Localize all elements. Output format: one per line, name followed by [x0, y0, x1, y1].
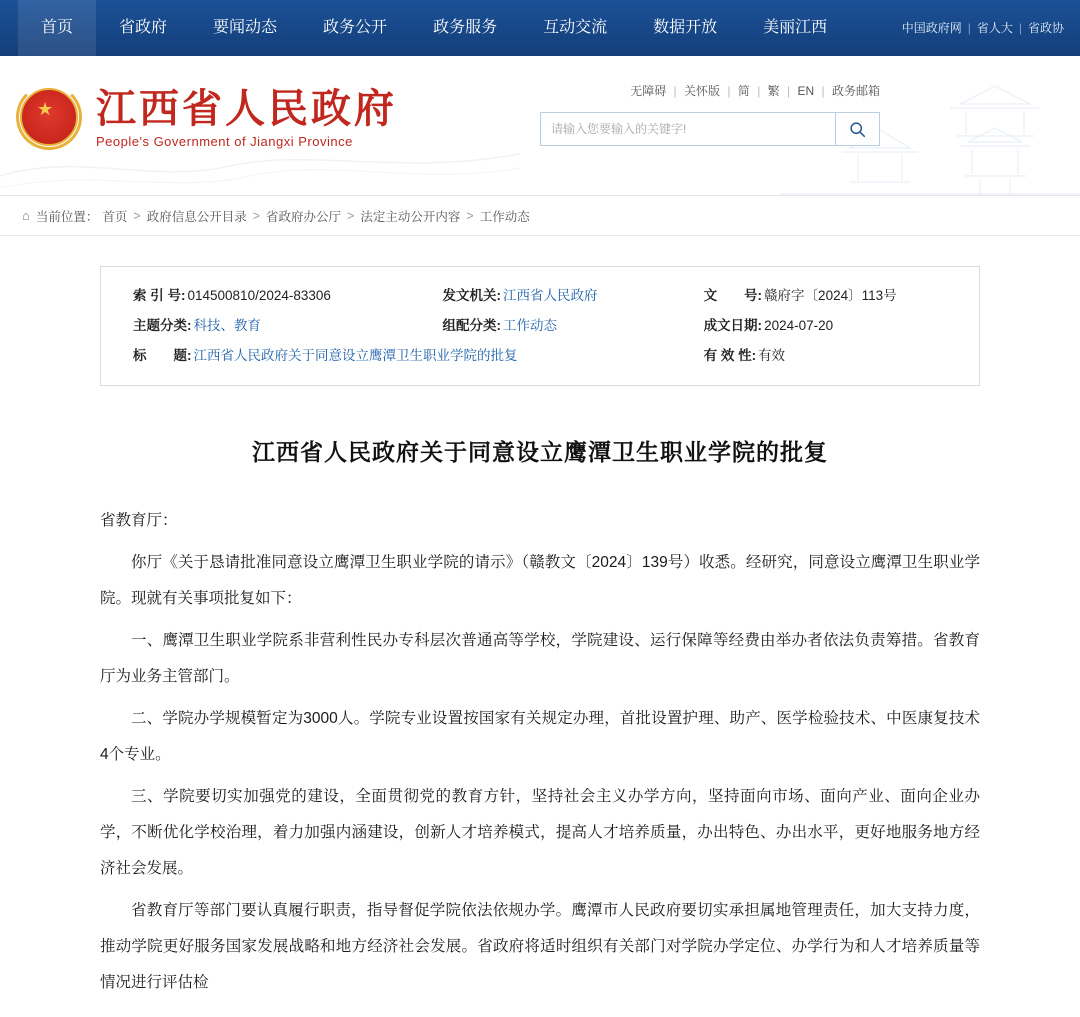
meta-group-category-key: 组配分类:: [442, 318, 501, 333]
nav-item-interaction[interactable]: 互动交流: [543, 19, 608, 36]
meta-issuing-agency-key: 发文机关:: [442, 288, 501, 303]
meta-document-number-value: 赣府字〔2024〕113号: [764, 288, 897, 303]
nav-right-separator-2: |: [1018, 21, 1022, 35]
top-nav-items: [0, 0, 850, 56]
meta-group-category-value[interactable]: 工作动态: [502, 318, 557, 333]
meta-index-number: [133, 281, 442, 311]
document-paragraph-4: 三、学院要切实加强党的建设，全面贯彻党的教育方针，坚持社会主义办学方向，坚持面向市场、面向产业、面向企业办学，不断优化学校治理，着力加强内涵建设，创新人才培养模式，提高人才培养质量，办出特色、办出水平，更好地服务地方经济社会发展。: [100, 788, 980, 877]
nav-item-home[interactable]: 首页: [18, 0, 96, 56]
table-row: [133, 281, 955, 311]
meta-validity-key: 有 效 性:: [703, 348, 757, 363]
meta-index-number-key: 索 引 号:: [133, 288, 186, 303]
meta-topic-category-key: 主题分类:: [133, 318, 192, 333]
nav-item-government-affairs-disclosure[interactable]: 政务公开: [323, 19, 388, 36]
nav-item-provincial-government[interactable]: 省政府: [119, 19, 168, 36]
tool-english[interactable]: EN: [797, 84, 815, 98]
site-title-en: People's Government of Jiangxi Province: [96, 133, 353, 149]
home-icon: ⌂: [22, 208, 30, 223]
tool-simplified-chinese[interactable]: 简: [737, 84, 750, 98]
table-row: [133, 311, 955, 341]
meta-doc-title-key: 标 题:: [133, 348, 192, 363]
link-china-gov[interactable]: 中国政府网: [901, 21, 962, 35]
meta-issue-date-key: 成文日期:: [703, 318, 763, 333]
breadcrumb-item-1[interactable]: 政府信息公开目录: [146, 209, 247, 224]
tools-separator-1: |: [673, 84, 677, 98]
breadcrumb-label: 当前位置：: [35, 209, 99, 224]
meta-issuing-agency-value[interactable]: 江西省人民政府: [502, 288, 598, 303]
search-button[interactable]: [835, 113, 879, 145]
nav-item-beautiful-jiangxi[interactable]: 美丽江西: [763, 19, 828, 36]
document-paragraph-1: 你厅《关于恳请批准同意设立鹰潭卫生职业学院的请示》（赣教文〔2024〕139号）收悉。经研究，同意设立鹰潭卫生职业学院。现就有关事项批复如下：: [100, 554, 980, 607]
meta-topic-category: [133, 311, 442, 341]
meta-validity: [704, 341, 955, 371]
breadcrumb-item-4[interactable]: 工作动态: [479, 209, 530, 224]
top-nav-external-links: [902, 0, 1064, 56]
breadcrumb-separator-3: >: [466, 208, 474, 223]
document-paragraph-3: 二、学院办学规模暂定为3000人。学院专业设置按国家有关规定办理，首批设置护理、助产、医学检验技术、中医康复技术4个专业。: [100, 710, 980, 763]
page-body: [0, 236, 1080, 1017]
meta-doc-title-value[interactable]: 江西省人民政府关于同意设立鹰潭卫生职业学院的批复: [193, 348, 518, 363]
nav-item-news[interactable]: 要闻动态: [213, 19, 278, 36]
meta-issue-date-value: 2024-07-20: [764, 318, 834, 333]
tool-care-version[interactable]: 关怀版: [684, 84, 721, 98]
document-paragraph-5: 省教育厅等部门要认真履行职责，指导督促学院依法依规办学。鹰潭市人民政府要切实承担属地管理责任，加大支持力度，推动学院更好服务国家发展战略和地方经济社会发展。省政府将适时组织有关部门对学院办学定位、办学行为和人才培养质量等情况进行评估检: [100, 902, 980, 991]
top-navigation-bar: [0, 0, 1080, 56]
search-input[interactable]: [541, 113, 835, 145]
breadcrumb-item-3[interactable]: 法定主动公开内容: [360, 209, 461, 224]
site-logo[interactable]: [14, 82, 397, 152]
meta-document-number-key: 文 号:: [703, 288, 763, 303]
breadcrumb-separator-0: >: [133, 208, 141, 223]
meta-document-number: [704, 281, 955, 311]
meta-index-number-value: 014500810/2024-83306: [187, 288, 331, 303]
meta-doc-title: [133, 341, 704, 371]
site-title-cn: 江西省人民政府: [96, 85, 397, 131]
page-title: 江西省人民政府关于同意设立鹰潭卫生职业学院的批复: [252, 440, 828, 465]
meta-issuing-agency: [442, 281, 703, 311]
nav-item-open-data[interactable]: 数据开放: [653, 19, 718, 36]
nav-item-government-services[interactable]: 政务服务: [433, 19, 498, 36]
tools-separator-5: |: [821, 84, 825, 98]
link-provincial-peoples-congress[interactable]: 省人大: [976, 21, 1013, 35]
search-icon: [849, 121, 866, 138]
breadcrumb-item-0[interactable]: 首页: [102, 209, 128, 224]
nav-right-separator-1: |: [967, 21, 971, 35]
national-emblem-icon: ★: [14, 82, 84, 152]
meta-validity-value: 有效: [758, 348, 786, 363]
document-metadata-table: [100, 266, 980, 386]
document-paragraph-0: 省教育厅：: [100, 512, 178, 529]
document-paragraph-2: 一、鹰潭卫生职业学院系非营利性民办专科层次普通高等学校，学院建设、运行保障等经费由举办者依法负责筹措。省教育厅为业务主管部门。: [100, 632, 980, 685]
site-header: [0, 56, 1080, 196]
tool-government-mail[interactable]: 政务邮箱: [831, 84, 880, 98]
site-search[interactable]: [540, 112, 880, 146]
document-card: [0, 236, 1080, 1017]
tool-accessibility[interactable]: 无障碍: [630, 84, 667, 98]
meta-group-category: [442, 311, 703, 341]
tools-separator-3: |: [757, 84, 761, 98]
table-row: [133, 341, 955, 371]
meta-issue-date: [704, 311, 955, 341]
breadcrumb: [0, 196, 1080, 236]
breadcrumb-separator-1: >: [252, 208, 261, 223]
link-provincial-cppcc[interactable]: 省政协: [1027, 21, 1064, 35]
tool-traditional-chinese[interactable]: 繁: [767, 84, 780, 98]
header-accessibility-tools: [630, 82, 880, 99]
tools-separator-4: |: [787, 84, 791, 98]
breadcrumb-item-2[interactable]: 省政府办公厅: [266, 209, 342, 224]
meta-topic-category-value[interactable]: 科技、教育: [193, 318, 261, 333]
breadcrumb-separator-2: >: [347, 208, 355, 223]
document-body: [100, 503, 980, 1001]
tools-separator-2: |: [727, 84, 731, 98]
